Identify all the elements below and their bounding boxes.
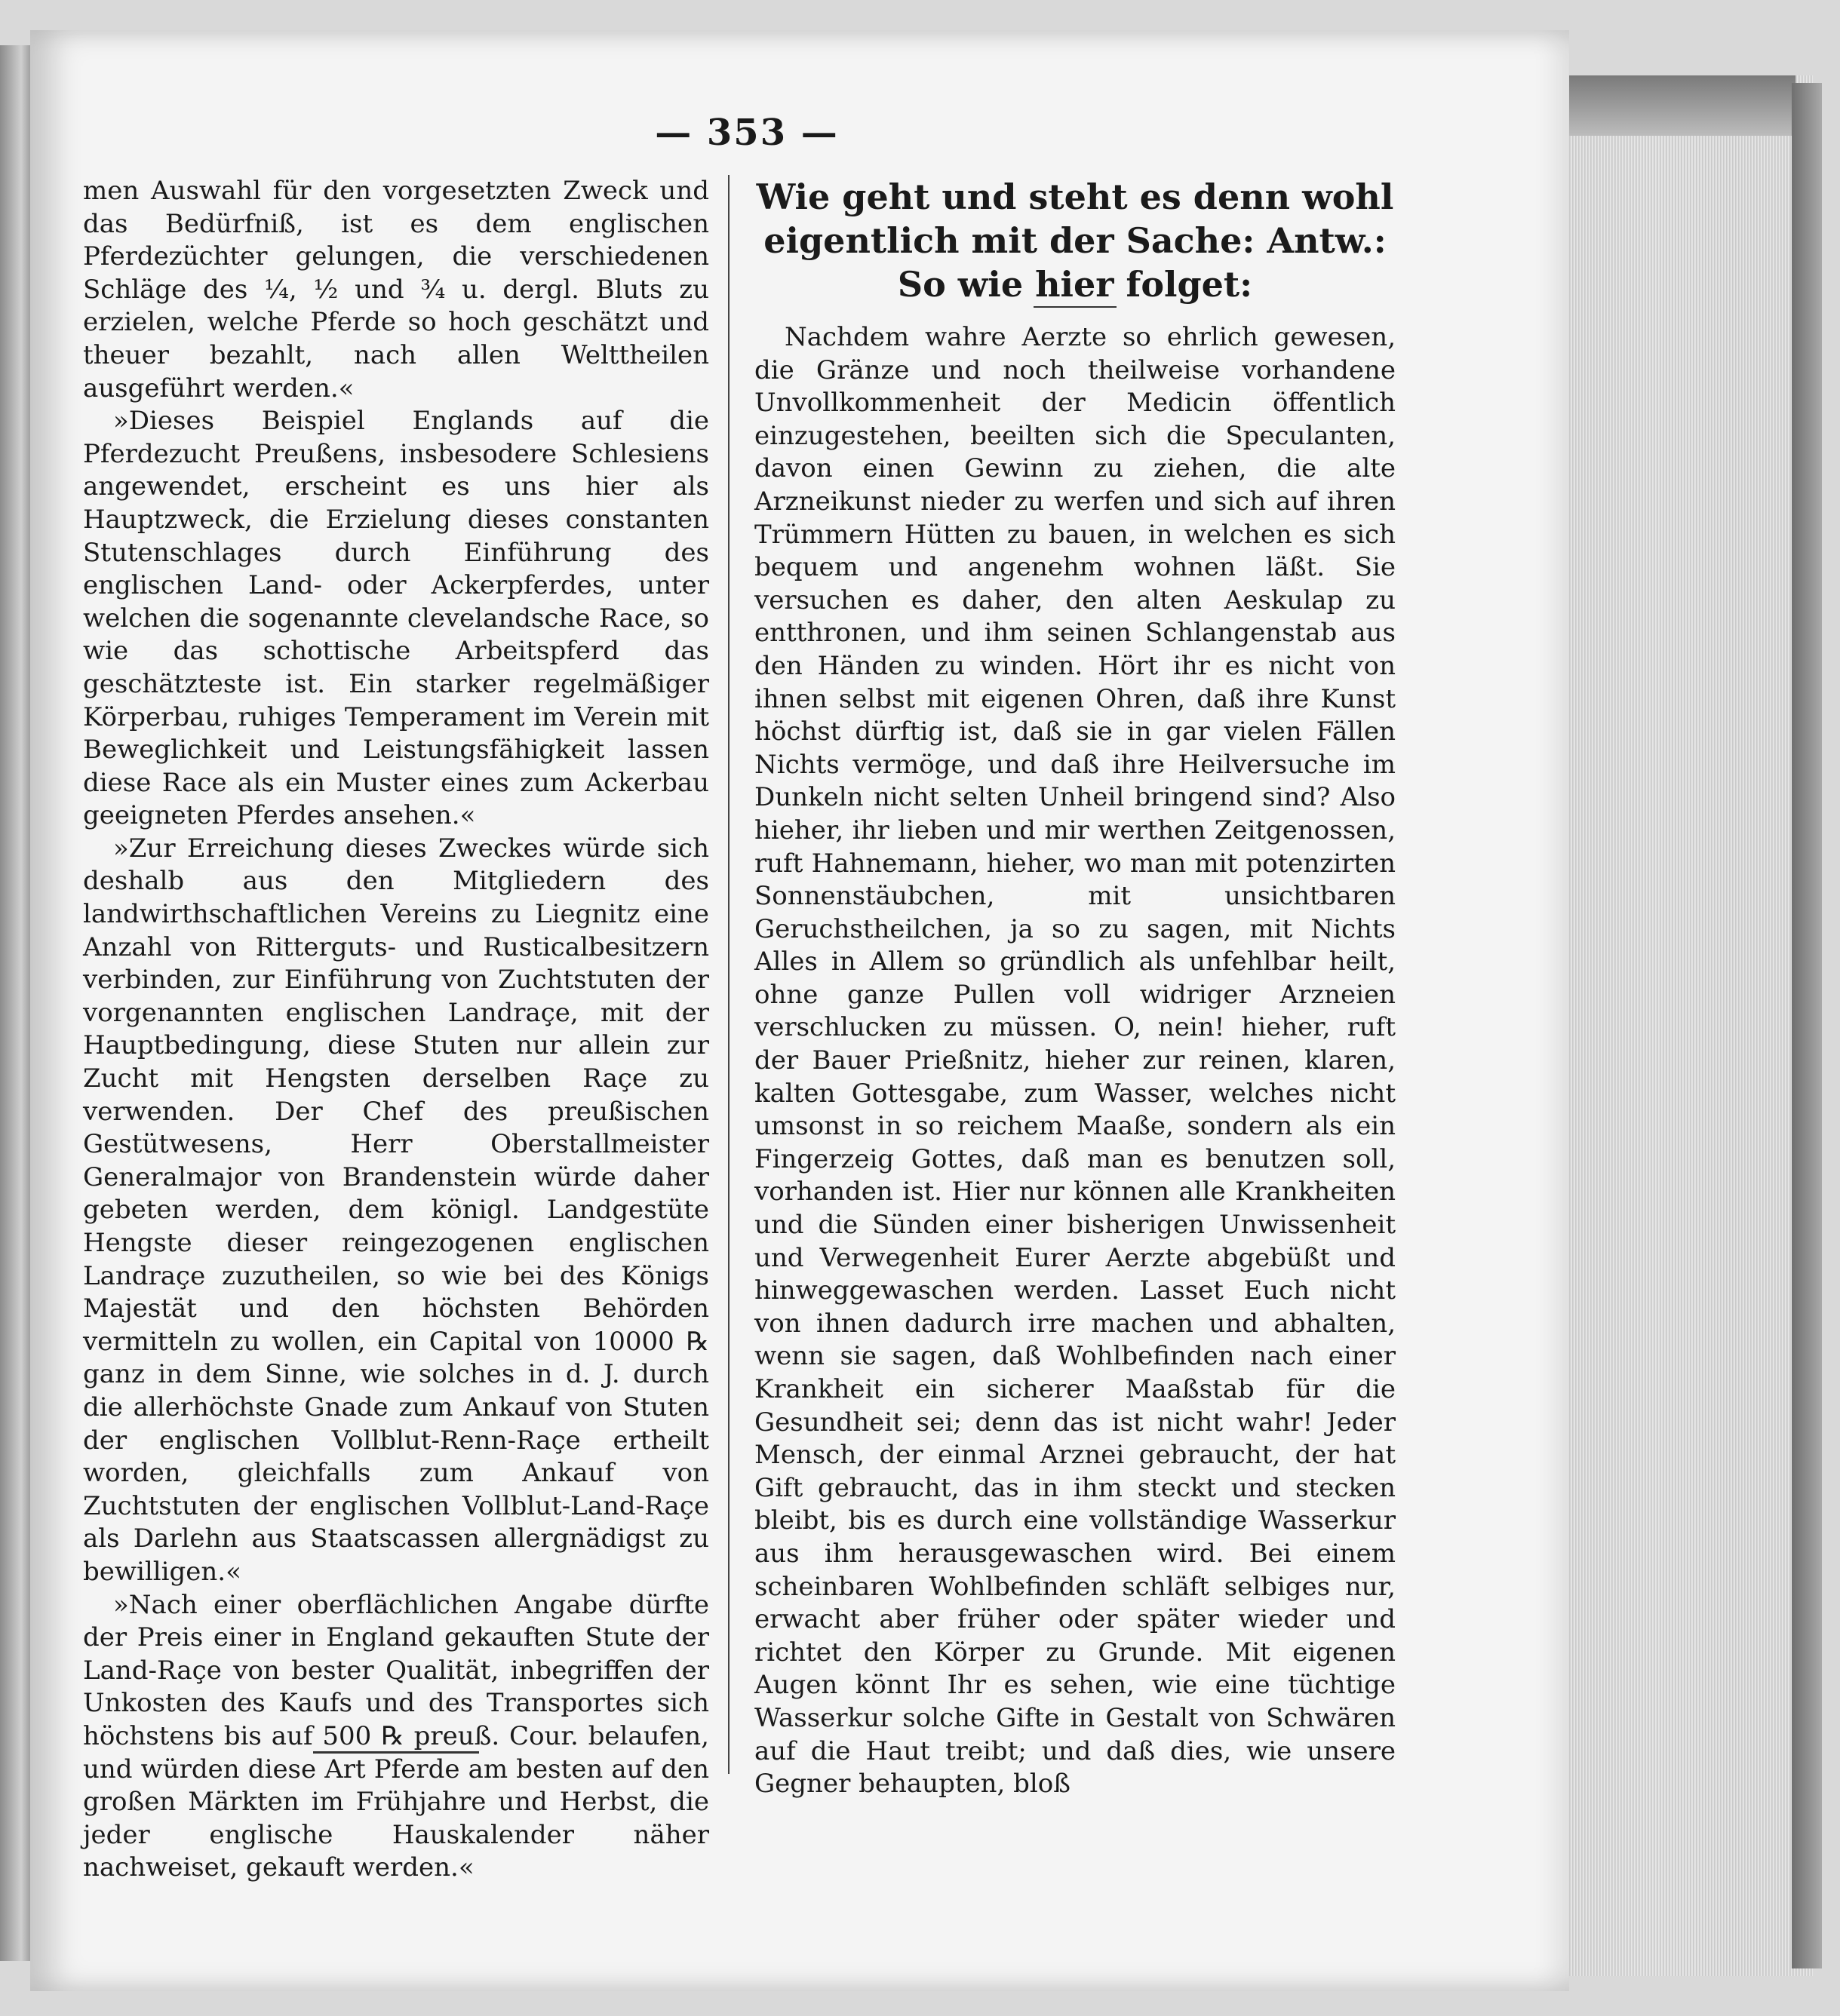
page-number: — 353 —: [655, 112, 839, 154]
paragraph: Nachdem wahre Aerzte so ehrlich gewesen, die Gränze und noch theilweise vorhandene Unvollkommenheit der Medicin öffentlich einzugestehen, beeilten sich die Speculanten, davon einen Gewinn zu ziehen, die alte Arzneikunst nieder zu werfen und sich auf ihren Trümmern Hütten zu bauen, in welchen es sich bequem und angenehm wohnen läßt. Sie versuchen es daher, den alten Aeskulap zu entthronen, und ihm seinen Schlangenstab aus den Händen zu winden. Hört ihr es nicht von ihnen selbst mit eigenen Ohren, daß ihre Kunst höchst dürftig ist, daß sie in gar vielen Fällen Nichts vermöge, und daß ihre Heilversuche im Dunkeln nicht selten Unheil bringend sind? Also hieher, ihr lieben und mir werthen Zeitgenossen, ruft Hahnemann, hieher, wo man mit potenzirten Sonnenstäubchen, mit unsichtbaren Geruchstheilchen, ja so zu sagen, mit Nichts Alles in Allem so gründlich als unfehlbar heilt, ohne ganze Pullen voll widriger Arzneien verschlucken zu müssen. O, nein! hieher, ruft der Bauer Prießnitz, hieher zur reinen, klaren, kalten Gottesgabe, zum Wasser, welches nicht umsonst in so reichem Maaße, sondern als ein Fingerzeig Gottes, daß man es benutzen soll, vorhanden ist. Hier nur können alle Krankheiten und die Sünden einer bisherigen Unwissenheit und Verwegenheit Eurer Aerzte abgebüßt und hinweggewaschen werden. Lasset Euch nicht von ihnen dadurch irre machen und abhalten, wenn sie sagen, daß Wohlbefinden nach einer Krankheit ein sicherer Maaßstab für die Gesundheit sei; denn das ist nicht wahr! Jeder Mensch, der einmal Arznei gebraucht, der hat Gift gebraucht, das in ihm steckt und stecken bleibt, bis es durch eine vollständige Wasserkur aus ihm herausgewaschen wird. Bei einem scheinbaren Wohlbefinden schläft selbiges nur, erwacht aber früher oder später wieder und richtet den Körper zu Grunde. Mit eigenen Augen könnt Ihr es sehen, wie eine tüchtige Wasserkur solche Gifte in Gestalt von Schwären auf die Haut treibt; und daß dies, wie unsere Gegner behaupten, bloß: [754, 322, 1396, 1800]
paragraph: men Auswahl für den vorgesetzten Zweck und das Bedürfniß, ist es dem englischen Pferdezüchter gelungen, die verschiedenen Schläge des ¼, ½ und ¾ u. dergl. Bluts zu erzielen, welche Pferde so hoch geschätzt und theuer bezahlt, nach allen Welttheilen ausgeführt werden.«: [83, 176, 709, 404]
left-page-edge: [0, 45, 30, 1961]
column-divider: [728, 175, 730, 1774]
paragraph: »Dieses Beispiel Englands auf die Pferdezucht Preußens, insbesodere Schlesiens angewendet, erscheint es uns hier als Hauptzweck, die Erzielung dieses constanten Stutenschlages durch Einführung des englischen Land- oder Ackerpferdes, unter welchen die sogenannte clevelandsche Race, so wie das schottische Arbeitspferd das geschätzteste ist. Ein starker regelmäßiger Körperbau, ruhiges Temperament im Verein mit Beweglichkeit und Leistungsfähigkeit lassen diese Race als ein Muster eines zum Ackerbau geeigneten Pferdes ansehen.«: [83, 406, 709, 831]
paragraph: »Zur Erreichung dieses Zweckes würde sich deshalb aus den Mitgliedern des landwirthschaftlichen Vereins zu Liegnitz eine Anzahl von Ritterguts- und Rusticalbesitzern verbinden, zur Einführung von Zuchtstuten der vorgenannten englischen Landraçe, mit der Hauptbedingung, diese Stuten nur allein zur Zucht mit Hengsten derselben Raçe zu verwenden. Der Chef des preußischen Gestütwesens, Herr Oberstallmeister Generalmajor von Brandenstein würde daher gebeten werden, dem königl. Landgestüte Hengste dieser reingezogenen englischen Landraçe zuzutheilen, so wie bei des Königs Majestät und den höchsten Behörden vermitteln zu wollen, ein Capital von 10000 ℞ ganz in dem Sinne, wie solches in d. J. durch die allerhöchste Gnade zum Ankauf von Stuten der englischen Vollblut-Renn-Raçe ertheilt worden, gleichfalls zum Ankauf von Zuchtstuten der englischen Vollblut-Land-Raçe als Darlehn aus Staatscassen allergnädigst zu bewilligen.«: [83, 833, 709, 1587]
book-cover-edge: [1792, 83, 1822, 1968]
page-edges: [1562, 75, 1813, 1976]
right-column: [754, 175, 1396, 1801]
heading-rule: [1034, 306, 1117, 308]
section-heading: Wie geht und steht es denn wohl eigentlich mit der Sache: Antw.: So wie hier folget:: [756, 176, 1394, 305]
page-edges-top: [1569, 75, 1795, 136]
section-end-rule: [313, 1751, 479, 1754]
paragraph: »Nach einer oberflächlichen Angabe dürfte der Preis einer in England gekauften Stute der Land-Raçe von bester Qualität, inbegriffen der Unkosten des Kaufs und des Transportes sich höchstens bis auf 500 ℞ preuß. Cour. belaufen, und würden diese Art Pferde am besten auf den großen Märkten im Frühjahre und Herbst, die jeder englische Hauskalender näher nachweiset, gekauft werden.«: [83, 1589, 709, 1883]
left-column: [83, 175, 709, 1885]
